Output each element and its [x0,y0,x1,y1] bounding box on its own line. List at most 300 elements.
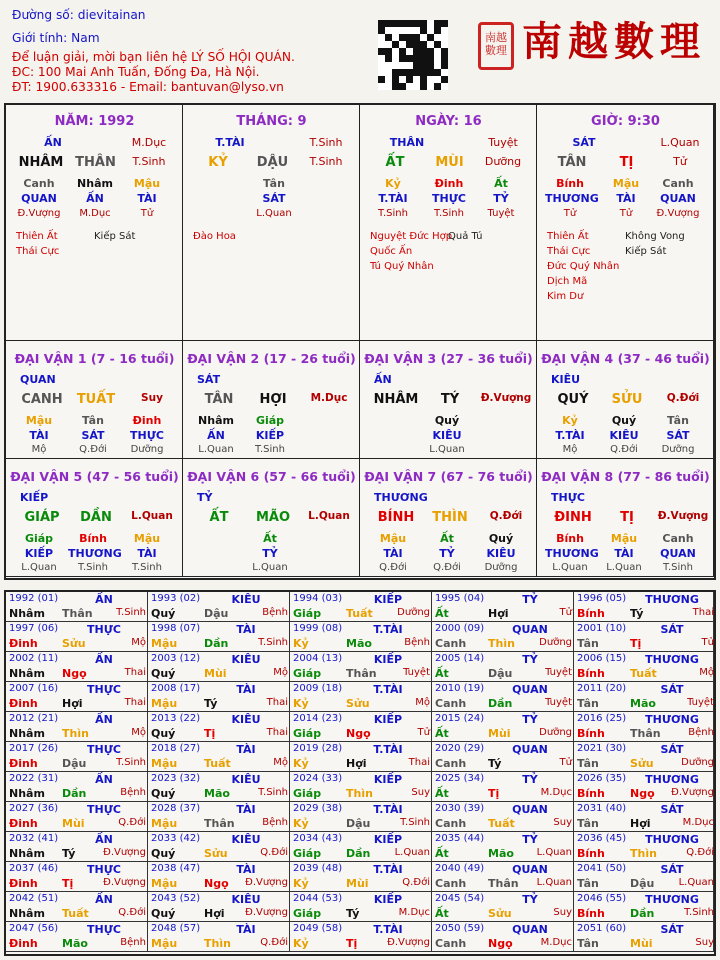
year-cell [6,622,148,652]
year-branch: Thân [488,877,519,890]
year-label: 2045 (54) [435,893,485,904]
yearly-grid [4,590,716,956]
year-cell [432,592,574,622]
year-god: QUAN [512,803,548,816]
year-stem: Canh [435,817,467,830]
year-label: 2003 (12) [151,653,201,664]
year-cell [290,832,432,862]
year-god: KIÊU [231,713,261,726]
branch-phase: L.Quan [308,510,350,522]
year-cell [6,712,148,742]
year-god: KIẾP [373,593,403,606]
year-stem: Mậu [151,697,178,710]
year-branch: Mão [488,847,514,860]
year-cell [574,622,714,652]
year-label: 2036 (45) [577,833,627,844]
year-phase: Q.Đới [118,907,146,918]
year-label: 2038 (47) [151,863,201,874]
year-god: QUAN [512,743,548,756]
heavenly-stem: NHÂM [18,155,64,170]
year-label: 2001 (10) [577,623,627,634]
year-stem: Tân [577,757,599,770]
year-cell [432,682,574,712]
year-phase: Mộ [131,637,146,648]
year-god: SÁT [660,743,684,756]
year-cell [148,622,290,652]
stem-god: ẤN [374,373,392,386]
seal-stamp-icon: 南越 數理 [478,22,514,70]
year-stem: Quý [151,607,176,620]
hidden-stem: Giáp [255,414,285,427]
earthly-branch: DẦN [80,510,112,525]
year-god: THƯƠNG [645,893,699,906]
year-branch: Dần [62,787,87,800]
year-cell [574,742,714,772]
year-branch: Tý [62,847,76,860]
year-label: 2044 (53) [293,893,343,904]
year-god: ẤN [95,593,113,606]
year-stem: Giáp [293,907,322,920]
year-label: 2006 (15) [577,653,627,664]
hidden-god: TÀI [383,547,403,560]
hidden-stem: Đinh [434,177,464,190]
year-god: THƯƠNG [645,593,699,606]
hidden-god: SÁT [666,429,690,442]
year-phase: Dưỡng [397,607,430,618]
year-god: TỶ [522,773,538,786]
year-stem: Quý [151,727,176,740]
year-stem: Kỷ [293,757,309,770]
year-god: THỰC [87,743,121,756]
year-phase: Q.Đới [118,817,146,828]
hidden-god: SÁT [262,192,286,205]
year-phase: L.Quan [536,847,572,858]
year-branch: Tị [346,937,358,950]
year-god: THỰC [87,863,121,876]
year-stem: Đinh [9,877,38,890]
year-cell [148,802,290,832]
year-stem: Mậu [151,757,178,770]
hidden-god: ẤN [86,192,104,205]
year-branch: Thân [62,607,93,620]
year-label: 2039 (48) [293,863,343,874]
year-god: THƯƠNG [645,653,699,666]
year-cell [574,772,714,802]
hidden-god: KIẾP [255,429,285,442]
year-branch: Mùi [204,667,227,680]
year-phase: Bệnh [120,787,146,798]
branch-phase: T.Sinh [309,155,343,168]
year-cell [432,742,574,772]
hidden-phase: T.Sinh [663,562,693,573]
star-3: Dịch Mã [547,276,588,287]
year-phase: Tử [559,757,572,768]
year-cell [6,742,148,772]
hidden-phase: L.Quan [252,562,288,573]
year-branch: Thìn [630,847,657,860]
hidden-stem: Tân [263,177,285,190]
year-phase: Suy [411,787,430,798]
year-phase: Bệnh [262,607,288,618]
year-stem: Quý [151,847,176,860]
year-stem: Tân [577,937,599,950]
heavenly-stem: BÍNH [377,510,415,525]
year-stem: Đinh [9,697,38,710]
year-god: THƯƠNG [645,713,699,726]
branch-phase: Tử [673,155,687,168]
year-cell [432,652,574,682]
decade-5 [6,459,183,577]
year-stem: Tân [577,637,599,650]
year-cell [432,832,574,862]
hidden-phase: T.Sinh [78,562,108,573]
earthly-branch: DẬU [256,155,289,170]
year-branch: Dậu [346,817,371,830]
year-stem: Tân [577,877,599,890]
year-label: 2023 (32) [151,773,201,784]
year-cell [148,832,290,862]
year-stem: Kỷ [293,637,309,650]
year-phase: Suy [695,937,714,948]
pillar-3 [537,105,714,341]
year-god: ẤN [95,653,113,666]
year-god: T.TÀI [373,863,403,876]
year-branch: Dậu [62,757,87,770]
year-god: T.TÀI [373,743,403,756]
year-god: KIẾP [373,713,403,726]
year-branch: Dần [488,697,513,710]
year-label: 2037 (46) [9,863,59,874]
year-god: KIÊU [231,593,261,606]
year-cell [574,802,714,832]
hidden-god: TỶ [262,547,278,560]
earthly-branch: TỊ [620,510,634,525]
year-phase: Mộ [415,697,430,708]
star-1: Thái Cực [547,246,591,257]
year-cell [290,712,432,742]
year-cell [290,772,432,802]
hidden-stem: Nhâm [198,414,234,427]
hidden-phase: Tử [140,208,154,219]
year-god: TÀI [236,923,256,936]
hidden-god: KIÊU [486,547,516,560]
year-phase: Mộ [699,667,714,678]
year-god: TỶ [522,713,538,726]
year-label: 2051 (60) [577,923,627,934]
year-branch: Mùi [630,937,653,950]
stem-god: THƯƠNG [374,491,428,504]
year-stem: Ất [435,727,449,740]
year-branch: Tuất [346,607,373,620]
year-label: 2022 (31) [9,773,59,784]
year-god: TÀI [236,803,256,816]
earthly-branch: MÙI [435,155,464,170]
year-branch: Tuất [488,817,515,830]
hidden-phase: Đ.Vượng [656,208,700,219]
year-label: 1999 (08) [293,623,343,634]
year-branch: Thìn [62,727,89,740]
year-god: TÀI [236,863,256,876]
year-phase: Mộ [273,667,288,678]
year-branch: Mão [346,637,372,650]
year-stem: Giáp [293,787,322,800]
hidden-stem: Đinh [132,414,162,427]
year-phase: Tử [417,727,430,738]
year-phase: Q.Đới [686,847,714,858]
hidden-phase: T.Sinh [434,208,464,219]
year-phase: Q.Đới [260,847,288,858]
hidden-phase: Q.Đới [610,444,638,455]
year-god: THỰC [87,803,121,816]
hidden-phase: Đ.Vượng [17,208,61,219]
year-stem: Kỷ [293,937,309,950]
year-label: 2046 (55) [577,893,627,904]
year-god: ẤN [95,713,113,726]
year-phase: Dưỡng [539,727,572,738]
hidden-god: THỰC [130,429,164,442]
year-label: 2008 (17) [151,683,201,694]
hidden-stem: Ất [494,177,508,190]
branch-phase: Đ.Vượng [480,392,532,404]
year-label: 2040 (49) [435,863,485,874]
year-god: TÀI [236,623,256,636]
stem-god: T.TÀI [215,136,245,149]
hidden-stem: Ất [263,532,277,545]
year-label: 2019 (28) [293,743,343,754]
year-god: T.TÀI [373,683,403,696]
hidden-phase: Dưỡng [661,444,695,455]
year-label: 2000 (09) [435,623,485,634]
year-label: 1996 (05) [577,593,627,604]
stem-god: THỰC [551,491,585,504]
year-label: 2047 (56) [9,923,59,934]
star-2: Tú Quý Nhân [370,261,434,272]
year-phase: M.Dục [540,787,572,798]
year-stem: Mậu [151,937,178,950]
year-phase: T.Sinh [258,787,288,798]
year-phase: Thai [408,757,430,768]
year-stem: Bính [577,847,605,860]
decade-title: ĐẠI VẬN 2 (17 - 26 tuổi) [187,351,356,366]
star2-1: Kiếp Sát [625,246,667,257]
year-stem: Canh [435,757,467,770]
year-god: KIẾP [373,773,403,786]
hidden-phase: M.Dục [79,208,111,219]
hidden-god: TÀI [616,192,636,205]
hidden-phase: Q.Đới [433,562,461,573]
year-label: 2014 (23) [293,713,343,724]
year-branch: Hợi [346,757,367,770]
year-stem: Nhâm [9,727,45,740]
year-branch: Mùi [62,817,85,830]
year-cell [148,742,290,772]
year-branch: Tý [204,697,218,710]
hidden-phase: L.Quan [21,562,57,573]
year-god: TỶ [522,893,538,906]
hidden-god: KIÊU [432,429,462,442]
decade-title: ĐẠI VẬN 5 (47 - 56 tuổi) [10,469,179,484]
year-label: 1998 (07) [151,623,201,634]
hidden-stem: Kỷ [385,177,401,190]
year-stem: Kỷ [293,817,309,830]
hidden-phase: Q.Đới [79,444,107,455]
year-god: TÀI [236,683,256,696]
decade-6 [183,459,360,577]
year-branch: Sửu [488,907,512,920]
year-phase: T.Sinh [116,757,146,768]
year-label: 2016 (25) [577,713,627,724]
year-stem: Kỷ [293,877,309,890]
year-cell [148,862,290,892]
hidden-god: THƯƠNG [545,547,599,560]
year-cell [6,832,148,862]
hidden-stem: Bính [556,532,584,545]
year-cell [290,682,432,712]
decade-title: ĐẠI VẬN 8 (77 - 86 tuổi) [541,469,710,484]
year-branch: Sửu [630,757,654,770]
year-phase: M.Dục [398,907,430,918]
earthly-branch: TÝ [440,392,460,407]
year-label: 2010 (19) [435,683,485,694]
year-stem: Mậu [151,877,178,890]
hidden-stem: Giáp [24,532,54,545]
year-branch: Ngọ [346,727,371,740]
year-label: 1992 (01) [9,593,59,604]
branch-phase: L.Quan [131,510,173,522]
hidden-phase: L.Quan [552,562,588,573]
year-stem: Giáp [293,607,322,620]
hidden-phase: Q.Đới [379,562,407,573]
year-cell [148,922,290,952]
branch-phase: Suy [141,392,163,404]
hidden-god: THỰC [432,192,466,205]
year-cell [6,652,148,682]
heavenly-stem: ẤT [209,510,229,525]
year-phase: Thai [124,667,146,678]
year-stem: Bính [577,787,605,800]
year-stem: Quý [151,787,176,800]
hidden-god: TỶ [493,192,509,205]
year-phase: Đ.Vượng [245,907,288,918]
year-cell [148,712,290,742]
year-stem: Giáp [293,847,322,860]
year-cell [432,922,574,952]
year-cell [290,592,432,622]
pillar-title: NGÀY: 16 [415,114,482,129]
year-label: 2049 (58) [293,923,343,934]
year-cell [290,652,432,682]
year-stem: Tân [577,817,599,830]
year-label: 2021 (30) [577,743,627,754]
year-phase: L.Quan [678,877,714,888]
year-god: THỰC [87,923,121,936]
year-cell [6,682,148,712]
year-label: 2005 (14) [435,653,485,664]
hidden-phase: Dưỡng [484,562,518,573]
year-god: KIÊU [231,773,261,786]
year-cell [290,622,432,652]
star-0: Thiên Ất [547,231,589,242]
hidden-phase: T.Sinh [132,562,162,573]
year-branch: Thân [204,817,235,830]
pillar-title: GIỜ: 9:30 [591,114,660,129]
year-phase: L.Quan [394,847,430,858]
hidden-god: KIÊU [609,429,639,442]
hidden-stem: Mậu [379,532,407,545]
hidden-god: ẤN [207,429,225,442]
year-stem: Ất [435,607,449,620]
year-label: 2028 (37) [151,803,201,814]
year-god: TỶ [522,593,538,606]
year-branch: Hợi [204,907,225,920]
logo-text: 南越數理 [522,18,706,65]
year-phase: M.Dục [682,817,714,828]
year-phase: Tuyệt [403,667,430,678]
year-god: TỶ [522,833,538,846]
hidden-phase: T.Sinh [255,444,285,455]
year-cell [6,802,148,832]
year-phase: T.Sinh [116,607,146,618]
year-branch: Thìn [346,787,373,800]
year-label: 2002 (11) [9,653,59,664]
year-label: 1993 (02) [151,593,201,604]
year-cell [148,892,290,922]
year-branch: Dần [204,637,229,650]
year-stem: Quý [151,907,176,920]
hidden-god: TÀI [614,547,634,560]
year-stem: Đinh [9,757,38,770]
hidden-stem: Bính [79,532,107,545]
year-branch: Tuất [62,907,89,920]
year-branch: Ngọ [62,667,87,680]
year-stem: Ất [435,787,449,800]
star-2: Đức Quý Nhân [547,261,620,272]
stem-god: KIÊU [551,373,581,386]
heavenly-stem: ẤT [385,155,405,170]
year-stem: Ất [435,907,449,920]
year-branch: Tý [630,607,644,620]
year-phase: Mộ [131,727,146,738]
year-stem: Đinh [9,637,38,650]
year-phase: M.Dục [540,937,572,948]
year-cell [432,622,574,652]
star-1: Thái Cực [16,246,60,257]
decade-8 [537,459,714,577]
year-label: 2048 (57) [151,923,201,934]
hidden-phase: Dưỡng [130,444,164,455]
hidden-stem: Mậu [610,532,638,545]
branch-phase: M.Dục [310,392,348,404]
year-branch: Thân [630,727,661,740]
stem-god: SÁT [197,373,221,386]
earthly-branch: THÂN [75,155,116,170]
stem-phase: L.Quan [660,136,700,149]
year-label: 2020 (29) [435,743,485,754]
hidden-stem: Mậu [133,177,161,190]
year-stem: Giáp [293,667,322,680]
year-god: THƯƠNG [645,833,699,846]
year-label: 2043 (52) [151,893,201,904]
hidden-stem: Nhâm [77,177,113,190]
year-stem: Nhâm [9,607,45,620]
heavenly-stem: ĐINH [554,510,592,525]
star-4: Kim Dư [547,291,584,302]
year-phase: T.Sinh [400,817,430,828]
decade-1 [6,341,183,459]
earthly-branch: HỢI [259,392,287,407]
hidden-god: QUAN [660,192,696,205]
year-branch: Tý [488,757,502,770]
